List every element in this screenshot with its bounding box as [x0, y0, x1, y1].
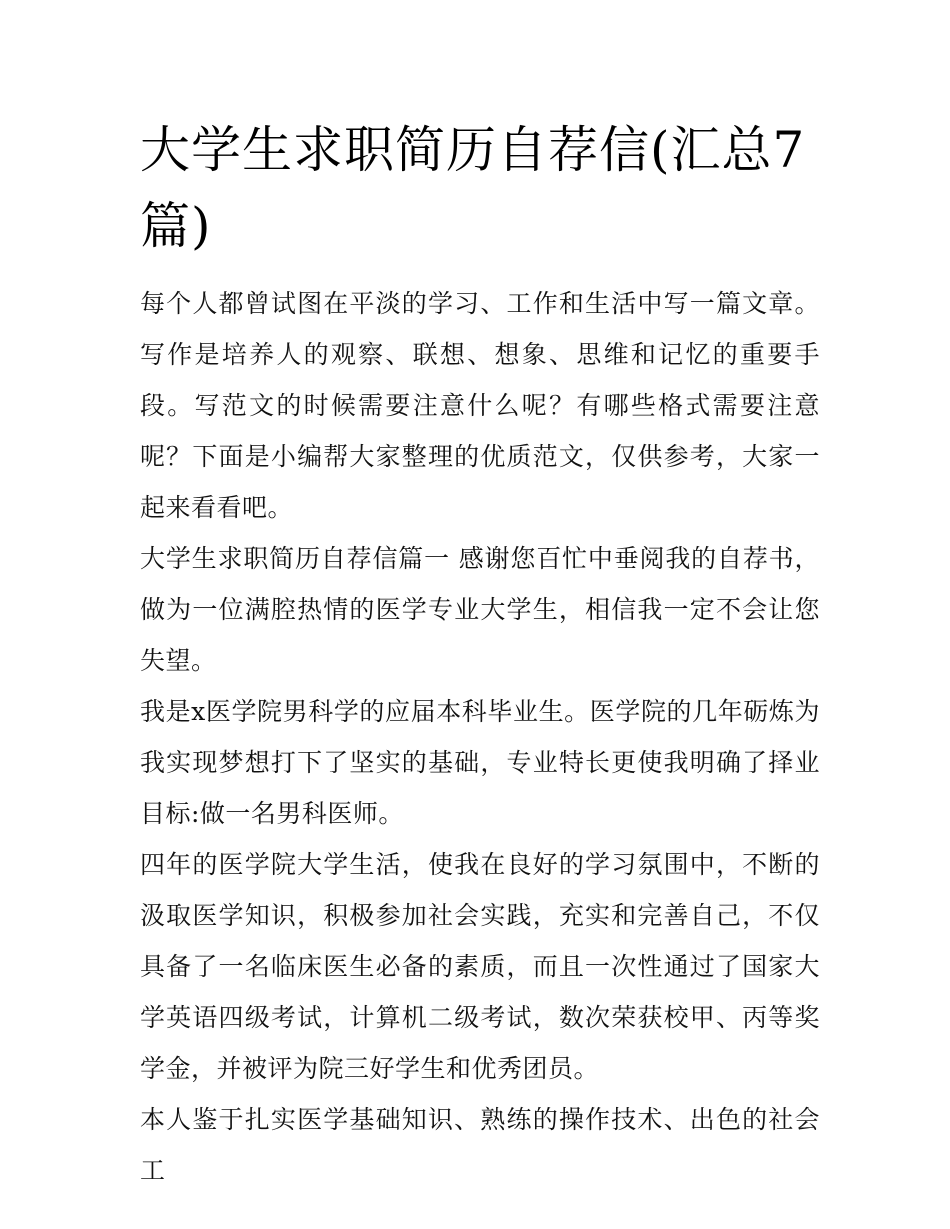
- paragraph-university-life: 四年的医学院大学生活，使我在良好的学习氛围中，不断的汲取医学知识，积极参加社会实践，充实和完善自己，不仅具备了一名临床医生必备的素质，而且一次性通过了国家大学英语四级考试，计算机二级考试，数次荣获校甲、丙等奖学金，并被评为院三好学生和优秀团员。: [140, 850, 820, 1083]
- paragraph-self-introduction: 我是x医学院男科学的应届本科毕业生。医学院的几年砺炼为我实现梦想打下了坚实的基础，专业特长更使我明确了择业目标:做一名男科医师。: [140, 697, 820, 828]
- document-title: 大学生求职简历自荐信(汇总7篇): [140, 121, 806, 255]
- paragraph-strengths: 本人鉴于扎实医学基础知识、熟练的操作技术、出色的社会工: [140, 1105, 820, 1185]
- document-body: [140, 278, 820, 1196]
- paragraph-letter-opening: 大学生求职简历自荐信篇一 感谢您百忙中垂阅我的自荐书，做为一位满腔热情的医学专业大学生，相信我一定不会让您失望。: [140, 544, 820, 675]
- paragraph-intro: 每个人都曾试图在平淡的学习、工作和生活中写一篇文章。写作是培养人的观察、联想、想象、思维和记忆的重要手段。写范文的时候需要注意什么呢？有哪些格式需要注意呢？下面是小编帮大家整理的优质范文，仅供参考，大家一起来看看吧。: [140, 289, 820, 522]
